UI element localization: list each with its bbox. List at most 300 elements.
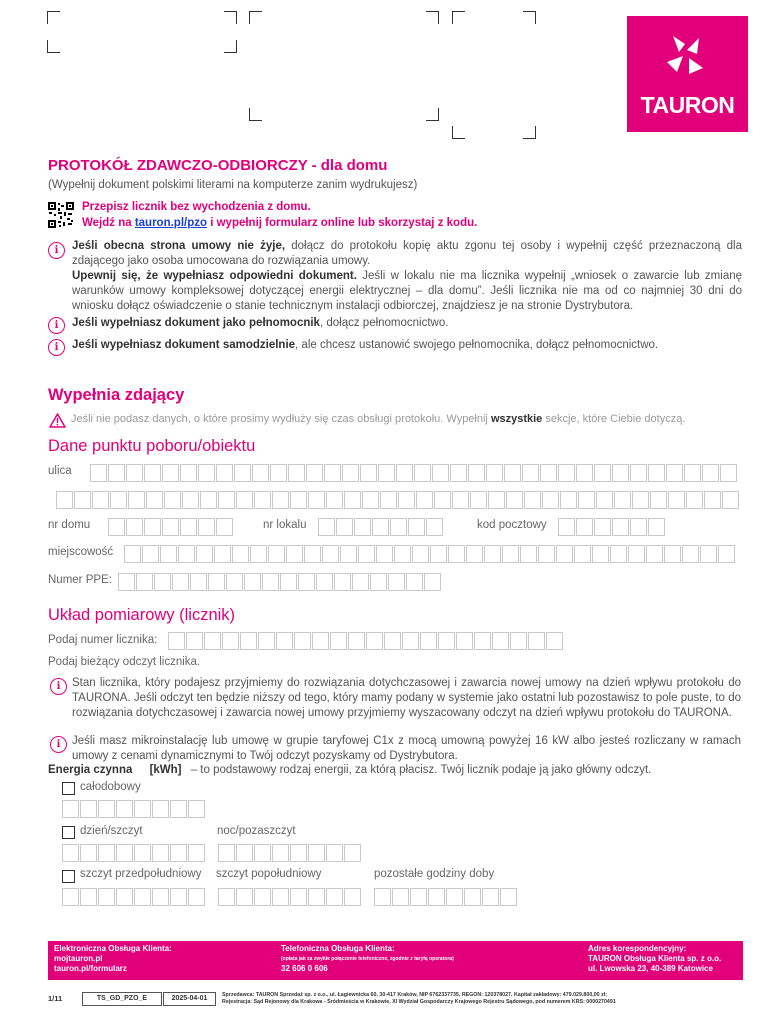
section-title-point: Dane punktu poboru/obiektu bbox=[48, 437, 256, 455]
char-box[interactable] bbox=[426, 518, 443, 536]
char-box[interactable] bbox=[592, 545, 609, 563]
char-box[interactable] bbox=[330, 632, 347, 650]
char-box[interactable] bbox=[272, 844, 289, 862]
char-box[interactable] bbox=[424, 573, 441, 591]
crop-mark bbox=[452, 126, 465, 139]
night-reading-input[interactable] bbox=[218, 844, 362, 862]
char-box[interactable] bbox=[576, 464, 593, 482]
char-box[interactable] bbox=[250, 545, 267, 563]
char-box[interactable] bbox=[344, 888, 361, 906]
char-box[interactable] bbox=[162, 464, 179, 482]
char-box[interactable] bbox=[524, 491, 541, 509]
char-box[interactable] bbox=[336, 518, 353, 536]
char-box[interactable] bbox=[348, 632, 365, 650]
char-box[interactable] bbox=[306, 464, 323, 482]
char-box[interactable] bbox=[98, 888, 115, 906]
other-hours-label: pozostałe godziny doby bbox=[374, 868, 495, 880]
char-box[interactable] bbox=[254, 888, 271, 906]
char-box[interactable] bbox=[162, 518, 179, 536]
char-box[interactable] bbox=[164, 491, 181, 509]
char-box[interactable] bbox=[468, 464, 485, 482]
char-box[interactable] bbox=[546, 632, 563, 650]
char-box[interactable] bbox=[384, 632, 401, 650]
char-box[interactable] bbox=[160, 545, 177, 563]
char-box[interactable] bbox=[304, 545, 321, 563]
char-box[interactable] bbox=[392, 888, 409, 906]
note-bold: Jeśli wypełniasz dokument samodzielnie bbox=[72, 339, 296, 351]
char-box[interactable] bbox=[286, 545, 303, 563]
char-box[interactable] bbox=[380, 491, 397, 509]
char-box[interactable] bbox=[118, 573, 135, 591]
crop-mark bbox=[523, 126, 536, 139]
morning-peak-label: szczyt przedpołudniowy bbox=[80, 868, 202, 880]
char-box[interactable] bbox=[152, 800, 169, 818]
char-box[interactable] bbox=[388, 573, 405, 591]
char-box[interactable] bbox=[500, 888, 517, 906]
house-number-label: nr domu bbox=[48, 519, 91, 531]
char-box[interactable] bbox=[124, 545, 141, 563]
char-box[interactable] bbox=[290, 888, 307, 906]
char-box[interactable] bbox=[108, 518, 125, 536]
note-bold: Jeśli wypełniasz dokument jako pełnomocnik bbox=[72, 317, 320, 329]
crop-mark bbox=[426, 11, 439, 24]
char-box[interactable] bbox=[270, 464, 287, 482]
char-box[interactable] bbox=[720, 464, 737, 482]
char-box[interactable] bbox=[366, 632, 383, 650]
char-box[interactable] bbox=[492, 632, 509, 650]
char-box[interactable] bbox=[502, 545, 519, 563]
char-box[interactable] bbox=[236, 888, 253, 906]
all-day-label: całodobowy bbox=[80, 781, 141, 793]
char-box[interactable] bbox=[558, 518, 575, 536]
char-box[interactable] bbox=[262, 573, 279, 591]
char-box[interactable] bbox=[98, 844, 115, 862]
pzo-link[interactable]: tauron.pl/pzo bbox=[134, 217, 208, 229]
char-box[interactable] bbox=[182, 491, 199, 509]
char-box[interactable] bbox=[682, 545, 699, 563]
char-box[interactable] bbox=[190, 573, 207, 591]
char-box[interactable] bbox=[240, 632, 257, 650]
footer-link-mojtauron[interactable]: mojtauron.pl bbox=[54, 954, 103, 963]
char-box[interactable] bbox=[170, 888, 187, 906]
char-box[interactable] bbox=[646, 545, 663, 563]
char-box[interactable] bbox=[170, 844, 187, 862]
char-box[interactable] bbox=[62, 844, 79, 862]
char-box[interactable] bbox=[152, 888, 169, 906]
char-box[interactable] bbox=[92, 491, 109, 509]
char-box[interactable] bbox=[308, 888, 325, 906]
char-box[interactable] bbox=[340, 545, 357, 563]
char-box[interactable] bbox=[612, 518, 629, 536]
char-box[interactable] bbox=[276, 632, 293, 650]
char-box[interactable] bbox=[126, 464, 143, 482]
info-icon: i bbox=[50, 678, 67, 695]
char-box[interactable] bbox=[342, 464, 359, 482]
ppe-input[interactable] bbox=[118, 573, 442, 591]
char-box[interactable] bbox=[198, 518, 215, 536]
char-box[interactable] bbox=[268, 545, 285, 563]
flat-number-input[interactable] bbox=[318, 518, 444, 536]
char-box[interactable] bbox=[358, 545, 375, 563]
char-box[interactable] bbox=[290, 491, 307, 509]
char-box[interactable] bbox=[324, 464, 341, 482]
postal-code-input[interactable] bbox=[558, 518, 666, 536]
char-box[interactable] bbox=[594, 518, 611, 536]
char-box[interactable] bbox=[188, 800, 205, 818]
char-box[interactable] bbox=[218, 491, 235, 509]
footer-bar bbox=[48, 941, 743, 980]
char-box[interactable] bbox=[200, 491, 217, 509]
char-box[interactable] bbox=[452, 491, 469, 509]
char-box[interactable] bbox=[214, 545, 231, 563]
qr-line-1: Przepisz licznik bez wychodzenia z domu. bbox=[82, 201, 311, 213]
char-box[interactable] bbox=[456, 632, 473, 650]
char-box[interactable] bbox=[116, 888, 133, 906]
street-label: ulica bbox=[48, 465, 72, 477]
char-box[interactable] bbox=[596, 491, 613, 509]
char-box[interactable] bbox=[254, 844, 271, 862]
char-box[interactable] bbox=[594, 464, 611, 482]
char-box[interactable] bbox=[180, 464, 197, 482]
char-box[interactable] bbox=[62, 800, 79, 818]
document-date: 2025-04-01 bbox=[163, 992, 216, 1006]
char-box[interactable] bbox=[398, 491, 415, 509]
day-peak-checkbox[interactable] bbox=[62, 826, 75, 839]
char-box[interactable] bbox=[56, 491, 73, 509]
char-box[interactable] bbox=[110, 491, 127, 509]
char-box[interactable] bbox=[326, 491, 343, 509]
footer-electronic bbox=[54, 944, 172, 974]
logo-text: TAURON bbox=[640, 92, 735, 118]
footer-phone-number[interactable]: 32 606 0 606 bbox=[281, 964, 328, 973]
char-box[interactable] bbox=[344, 491, 361, 509]
char-box[interactable] bbox=[352, 573, 369, 591]
char-box[interactable] bbox=[134, 844, 151, 862]
char-box[interactable] bbox=[362, 491, 379, 509]
char-box[interactable] bbox=[172, 573, 189, 591]
house-number-input[interactable] bbox=[108, 518, 234, 536]
note-text: Jeśli w lokalu nie ma licznika wypełnij „wniosek o zawarcie lub zmianę warunków umowy kompleksowej dotyczącej energii elektrycznej – dla domu”. Jeśli licznika nie ma od co najmniej 30 dni do wniosku dołącz oświadczenie o stanie technicznym instalacji odbiorczej, znajdziesz je na stronie Dystrybutora. bbox=[72, 270, 743, 312]
char-box[interactable] bbox=[280, 573, 297, 591]
char-box[interactable] bbox=[434, 491, 451, 509]
char-box[interactable] bbox=[308, 844, 325, 862]
char-box[interactable] bbox=[412, 545, 429, 563]
char-box[interactable] bbox=[396, 464, 413, 482]
crop-mark bbox=[47, 40, 60, 53]
char-box[interactable] bbox=[344, 844, 361, 862]
char-box[interactable] bbox=[630, 464, 647, 482]
char-box[interactable] bbox=[326, 888, 343, 906]
char-box[interactable] bbox=[218, 844, 235, 862]
char-box[interactable] bbox=[438, 632, 455, 650]
char-box[interactable] bbox=[116, 844, 133, 862]
all-day-checkbox[interactable] bbox=[62, 782, 75, 795]
char-box[interactable] bbox=[126, 518, 143, 536]
char-box[interactable] bbox=[98, 800, 115, 818]
day-peak-label: dzień/szczyt bbox=[80, 825, 143, 837]
char-box[interactable] bbox=[322, 545, 339, 563]
char-box[interactable] bbox=[560, 491, 577, 509]
char-box[interactable] bbox=[226, 573, 243, 591]
char-box[interactable] bbox=[702, 464, 719, 482]
footer-address-line-1: TAURON Obsługa Klienta sp. z o.o. bbox=[588, 954, 722, 963]
char-box[interactable] bbox=[414, 464, 431, 482]
meter-note-1: Stan licznika, który podajesz przyjmiemy do rozwiązania dotychczasowej i zawarcia nowej umowy na dzień wpływu protokołu do TAURONA. Jeśli odczyt ten będzie niższy od tego, który mamy podany w systemie jako ostatni lub pozostawisz to pole puste, to do rozwiązania dotychczasowej i zawarcia nowej umowy przyjmiemy wyszacowany odczyt na dzień wpływu protokołu do TAURONA. bbox=[72, 677, 741, 719]
energy-unit: [kWh] bbox=[149, 764, 182, 776]
char-box[interactable] bbox=[378, 464, 395, 482]
char-box[interactable] bbox=[700, 545, 717, 563]
char-box[interactable] bbox=[648, 464, 665, 482]
char-box[interactable] bbox=[144, 518, 161, 536]
char-box[interactable] bbox=[312, 632, 329, 650]
qr-code-icon[interactable] bbox=[48, 202, 74, 228]
char-box[interactable] bbox=[558, 464, 575, 482]
char-box[interactable] bbox=[612, 464, 629, 482]
char-box[interactable] bbox=[648, 518, 665, 536]
char-box[interactable] bbox=[542, 491, 559, 509]
char-box[interactable] bbox=[666, 464, 683, 482]
char-box[interactable] bbox=[308, 491, 325, 509]
legal-line-1: Sprzedawca: TAURON Sprzedaż sp. z o.o., ul. Łagiewnicka 60, 30-417 Kraków, NIP 6762337735, REGON: 120378027, Kapitał zakładowy: 479.029.800,00 zł; bbox=[222, 992, 607, 998]
char-box[interactable] bbox=[528, 632, 545, 650]
char-box[interactable] bbox=[474, 632, 491, 650]
char-box[interactable] bbox=[628, 545, 645, 563]
char-box[interactable] bbox=[204, 632, 221, 650]
energy-bold: Energia czynna bbox=[48, 764, 133, 776]
char-box[interactable] bbox=[168, 632, 185, 650]
footer-address-line-2: ul. Lwowska 23, 40-389 Katowice bbox=[588, 964, 713, 973]
info-icon: i bbox=[48, 242, 65, 259]
note-bold: Jeśli obecna strona umowy nie żyje, bbox=[72, 240, 286, 252]
char-box[interactable] bbox=[360, 464, 377, 482]
char-box[interactable] bbox=[294, 632, 311, 650]
char-box[interactable] bbox=[198, 464, 215, 482]
char-box[interactable] bbox=[650, 491, 667, 509]
note-self bbox=[72, 338, 742, 353]
char-box[interactable] bbox=[272, 491, 289, 509]
char-box[interactable] bbox=[134, 800, 151, 818]
city-label: miejscowość bbox=[48, 546, 114, 558]
char-box[interactable] bbox=[316, 573, 333, 591]
char-box[interactable] bbox=[188, 888, 205, 906]
page-title: PROTOKÓŁ ZDAWCZO-ODBIORCZY - dla domu bbox=[48, 157, 388, 174]
char-box[interactable] bbox=[416, 491, 433, 509]
note-text: , dołącz pełnomocnictwo. bbox=[319, 317, 449, 329]
footer-phone bbox=[281, 944, 454, 974]
char-box[interactable] bbox=[254, 491, 271, 509]
char-box[interactable] bbox=[410, 888, 427, 906]
char-box[interactable] bbox=[146, 491, 163, 509]
footer-link-formularz[interactable]: tauron.pl/formularz bbox=[54, 964, 127, 973]
char-box[interactable] bbox=[326, 844, 343, 862]
day-peak-reading-input[interactable] bbox=[62, 844, 206, 862]
char-box[interactable] bbox=[664, 545, 681, 563]
energy-desc: – to podstawowy rodzaj energii, za którą płacisz. Twój licznik podaje ją jako główny odczyt. bbox=[190, 764, 652, 776]
char-box[interactable] bbox=[288, 464, 305, 482]
warning-text bbox=[71, 413, 685, 425]
afternoon-peak-label: szczyt popołudniowy bbox=[216, 868, 322, 880]
char-box[interactable] bbox=[354, 518, 371, 536]
char-box[interactable] bbox=[630, 518, 647, 536]
char-box[interactable] bbox=[136, 573, 153, 591]
page-subtitle: (Wypełnij dokument polskimi literami na komputerze zanim wydrukujesz) bbox=[48, 179, 418, 191]
char-box[interactable] bbox=[232, 545, 249, 563]
crop-mark bbox=[426, 108, 439, 121]
char-box[interactable] bbox=[614, 491, 631, 509]
char-box[interactable] bbox=[318, 518, 335, 536]
char-box[interactable] bbox=[522, 464, 539, 482]
tauron-logo bbox=[627, 16, 748, 132]
char-box[interactable] bbox=[506, 491, 523, 509]
char-box[interactable] bbox=[334, 573, 351, 591]
char-box[interactable] bbox=[178, 545, 195, 563]
char-box[interactable] bbox=[520, 545, 537, 563]
note-text: , ale chcesz ustanowić swojego pełnomocnika, dołącz pełnomocnictwo. bbox=[295, 339, 659, 351]
tariff-3zone-checkbox[interactable] bbox=[62, 870, 75, 883]
char-box[interactable] bbox=[376, 545, 393, 563]
char-box[interactable] bbox=[390, 518, 407, 536]
note-text: dołącz do protokołu kopię aktu zgonu tej osoby i wypełnij część przeznaczoną dla zdającego jako osoba umocowana do rozwiązania umowy. bbox=[72, 240, 743, 267]
char-box[interactable] bbox=[684, 464, 701, 482]
char-box[interactable] bbox=[298, 573, 315, 591]
city-input[interactable] bbox=[124, 545, 736, 563]
char-box[interactable] bbox=[574, 545, 591, 563]
energy-description bbox=[48, 764, 651, 776]
street-input-row-1[interactable] bbox=[90, 464, 738, 482]
char-box[interactable] bbox=[578, 491, 595, 509]
char-box[interactable] bbox=[484, 545, 501, 563]
street-input-row-2[interactable] bbox=[56, 491, 740, 509]
char-box[interactable] bbox=[408, 518, 425, 536]
footer-phone-note: (opłata jak za zwykłe połączenie telefoniczne, zgodnie z taryfą operatora) bbox=[281, 956, 454, 962]
char-box[interactable] bbox=[196, 545, 213, 563]
char-box[interactable] bbox=[432, 464, 449, 482]
char-box[interactable] bbox=[128, 491, 145, 509]
char-box[interactable] bbox=[108, 464, 125, 482]
char-box[interactable] bbox=[372, 518, 389, 536]
afternoon-peak-reading-input[interactable] bbox=[218, 888, 362, 906]
char-box[interactable] bbox=[632, 491, 649, 509]
section-title-meter: Układ pomiarowy (licznik) bbox=[48, 606, 236, 624]
char-box[interactable] bbox=[222, 632, 239, 650]
char-box[interactable] bbox=[430, 545, 447, 563]
char-box[interactable] bbox=[180, 518, 197, 536]
night-label: noc/pozaszczyt bbox=[217, 825, 296, 837]
char-box[interactable] bbox=[186, 632, 203, 650]
char-box[interactable] bbox=[402, 632, 419, 650]
info-icon: i bbox=[48, 339, 65, 356]
section-title-main: Wypełnia zdający bbox=[48, 386, 185, 404]
char-box[interactable] bbox=[216, 518, 233, 536]
char-box[interactable] bbox=[510, 632, 527, 650]
crop-mark bbox=[249, 108, 262, 121]
char-box[interactable] bbox=[370, 573, 387, 591]
char-box[interactable] bbox=[504, 464, 521, 482]
char-box[interactable] bbox=[236, 844, 253, 862]
meter-number-input[interactable] bbox=[168, 632, 564, 650]
char-box[interactable] bbox=[538, 545, 555, 563]
char-box[interactable] bbox=[718, 545, 735, 563]
char-box[interactable] bbox=[446, 888, 463, 906]
other-hours-reading-input[interactable] bbox=[374, 888, 518, 906]
char-box[interactable] bbox=[576, 518, 593, 536]
note-proxy bbox=[72, 316, 742, 331]
char-box[interactable] bbox=[216, 464, 233, 482]
char-box[interactable] bbox=[258, 632, 275, 650]
char-box[interactable] bbox=[428, 888, 445, 906]
warning-text-bold: wszystkie bbox=[490, 413, 543, 425]
char-box[interactable] bbox=[142, 545, 159, 563]
char-box[interactable] bbox=[668, 491, 685, 509]
char-box[interactable] bbox=[488, 491, 505, 509]
char-box[interactable] bbox=[62, 888, 79, 906]
crop-mark bbox=[452, 11, 465, 24]
char-box[interactable] bbox=[234, 464, 251, 482]
char-box[interactable] bbox=[722, 491, 739, 509]
char-box[interactable] bbox=[394, 545, 411, 563]
char-box[interactable] bbox=[170, 800, 187, 818]
char-box[interactable] bbox=[470, 491, 487, 509]
char-box[interactable] bbox=[144, 464, 161, 482]
char-box[interactable] bbox=[134, 888, 151, 906]
char-box[interactable] bbox=[252, 464, 269, 482]
char-box[interactable] bbox=[188, 844, 205, 862]
char-box[interactable] bbox=[486, 464, 503, 482]
qr-line-2-suffix: i wypełnij formularz online lub skorzystaj z kodu. bbox=[207, 217, 478, 229]
char-box[interactable] bbox=[464, 888, 481, 906]
crop-mark bbox=[224, 11, 237, 24]
note-deceased bbox=[72, 239, 742, 314]
char-box[interactable] bbox=[90, 464, 107, 482]
char-box[interactable] bbox=[556, 545, 573, 563]
all-day-reading-input[interactable] bbox=[62, 800, 206, 818]
char-box[interactable] bbox=[152, 844, 169, 862]
warning-text-suffix: sekcje, które Ciebie dotyczą. bbox=[542, 413, 686, 425]
char-box[interactable] bbox=[406, 573, 423, 591]
char-box[interactable] bbox=[80, 888, 97, 906]
char-box[interactable] bbox=[208, 573, 225, 591]
morning-peak-reading-input[interactable] bbox=[62, 888, 206, 906]
qr-line-2-prefix: Wejdź na bbox=[82, 217, 135, 229]
postal-code-label: kod pocztowy bbox=[477, 519, 547, 531]
char-box[interactable] bbox=[450, 464, 467, 482]
char-box[interactable] bbox=[236, 491, 253, 509]
char-box[interactable] bbox=[74, 491, 91, 509]
char-box[interactable] bbox=[290, 844, 307, 862]
page-number: 1/11 bbox=[48, 994, 63, 1003]
crop-mark bbox=[523, 11, 536, 24]
char-box[interactable] bbox=[116, 800, 133, 818]
char-box[interactable] bbox=[448, 545, 465, 563]
char-box[interactable] bbox=[482, 888, 499, 906]
char-box[interactable] bbox=[466, 545, 483, 563]
char-box[interactable] bbox=[420, 632, 437, 650]
char-box[interactable] bbox=[272, 888, 289, 906]
tauron-logo-icon bbox=[627, 16, 748, 92]
char-box[interactable] bbox=[540, 464, 557, 482]
char-box[interactable] bbox=[154, 573, 171, 591]
char-box[interactable] bbox=[80, 800, 97, 818]
char-box[interactable] bbox=[704, 491, 721, 509]
char-box[interactable] bbox=[374, 888, 391, 906]
footer-address bbox=[588, 944, 721, 974]
char-box[interactable] bbox=[686, 491, 703, 509]
char-box[interactable] bbox=[244, 573, 261, 591]
char-box[interactable] bbox=[610, 545, 627, 563]
char-box[interactable] bbox=[80, 844, 97, 862]
qr-line-2 bbox=[82, 217, 477, 229]
char-box[interactable] bbox=[218, 888, 235, 906]
